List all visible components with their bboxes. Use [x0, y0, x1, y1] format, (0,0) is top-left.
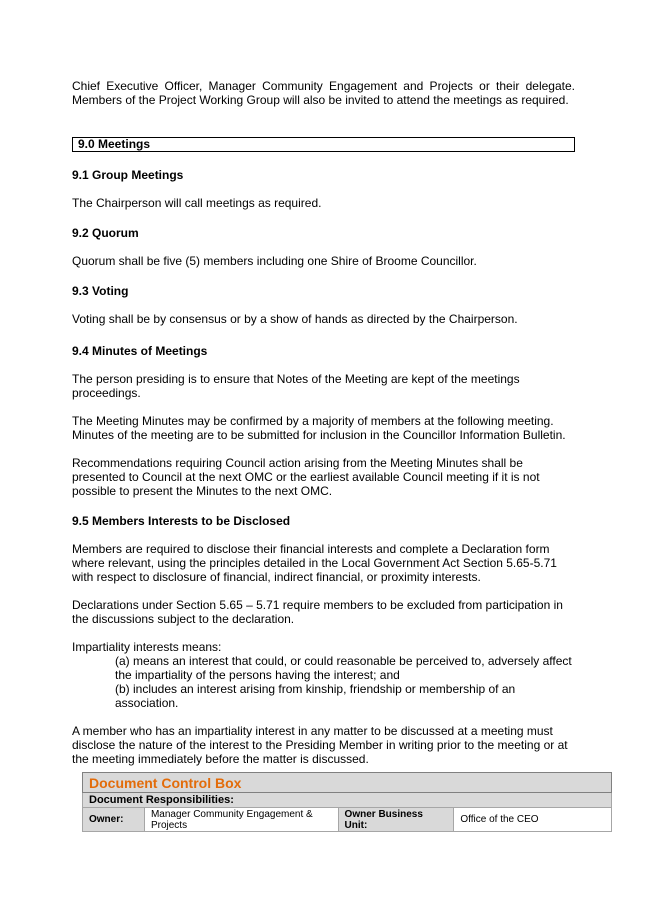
interests-item-b: (b) includes an interest arising from kinship, friendship or membership of an association.	[115, 682, 516, 710]
control-box-title-row	[83, 773, 612, 793]
control-box-responsibilities-row	[83, 793, 612, 808]
interests-paragraph-1: Members are required to disclose their financial interests and complete a Declaration form where relevant, using the principles detailed in the Local Government Act Section 5.65-5.71 with respect to disclosure of financial, indirect financial, or proximity interests.	[72, 542, 557, 584]
interests-paragraph-4: A member who has an impartiality interest in any matter to be discussed at a meeting must disclose the nature of the interest to the Presiding Member in writing prior to the meeting or at the meeting immediately before the matter is discussed.	[72, 724, 568, 766]
heading-voting: 9.3 Voting	[72, 284, 129, 298]
business-unit-label: Owner Business Unit:	[338, 808, 454, 832]
quorum-text: Quorum shall be five (5) members including one Shire of Broome Councillor.	[72, 254, 477, 268]
section-heading-meetings: 9.0 Meetings	[72, 137, 575, 152]
document-page	[72, 79, 575, 766]
heading-quorum: 9.2 Quorum	[72, 226, 139, 240]
minutes-paragraph-3: Recommendations requiring Council action arising from the Meeting Minutes shall be presented to Council at the next OMC or the earliest available Council meeting if it is not possible to present the Minutes to the next OMC.	[72, 456, 540, 498]
interests-paragraph-3: Impartiality interests means:	[72, 640, 222, 654]
heading-minutes: 9.4 Minutes of Meetings	[72, 344, 208, 358]
voting-text: Voting shall be by consensus or by a show of hands as directed by the Chairperson.	[72, 312, 518, 326]
minutes-paragraph-2: The Meeting Minutes may be confirmed by a majority of members at the following meeting. Minutes of the meeting are to be submitted for inclusion in the Councillor Information Bulletin.	[72, 414, 566, 442]
intro-paragraph: Chief Executive Officer, Manager Community Engagement and Projects or their delegate. Members of the Project Working Group will also be invited to attend the meetings as required.	[72, 79, 575, 107]
heading-interests: 9.5 Members Interests to be Disclosed	[72, 514, 291, 528]
control-box-title: Document Control Box	[83, 773, 612, 793]
heading-group-meetings: 9.1 Group Meetings	[72, 168, 184, 182]
owner-label: Owner:	[83, 808, 145, 832]
business-unit-value: Office of the CEO	[454, 808, 612, 832]
control-box-owner-row	[83, 808, 612, 832]
document-control-box	[82, 772, 612, 832]
control-box-responsibilities: Document Responsibilities:	[83, 793, 612, 808]
group-meetings-text: The Chairperson will call meetings as required.	[72, 196, 322, 210]
interests-item-a: (a) means an interest that could, or could reasonable be perceived to, adversely affect the impartiality of the persons having the interest; and	[115, 654, 572, 682]
interests-paragraph-2: Declarations under Section 5.65 – 5.71 require members to be excluded from participation in the discussions subject to the declaration.	[72, 598, 563, 626]
minutes-paragraph-1: The person presiding is to ensure that Notes of the Meeting are kept of the meetings proceedings.	[72, 372, 520, 400]
owner-value: Manager Community Engagement & Projects	[144, 808, 338, 832]
